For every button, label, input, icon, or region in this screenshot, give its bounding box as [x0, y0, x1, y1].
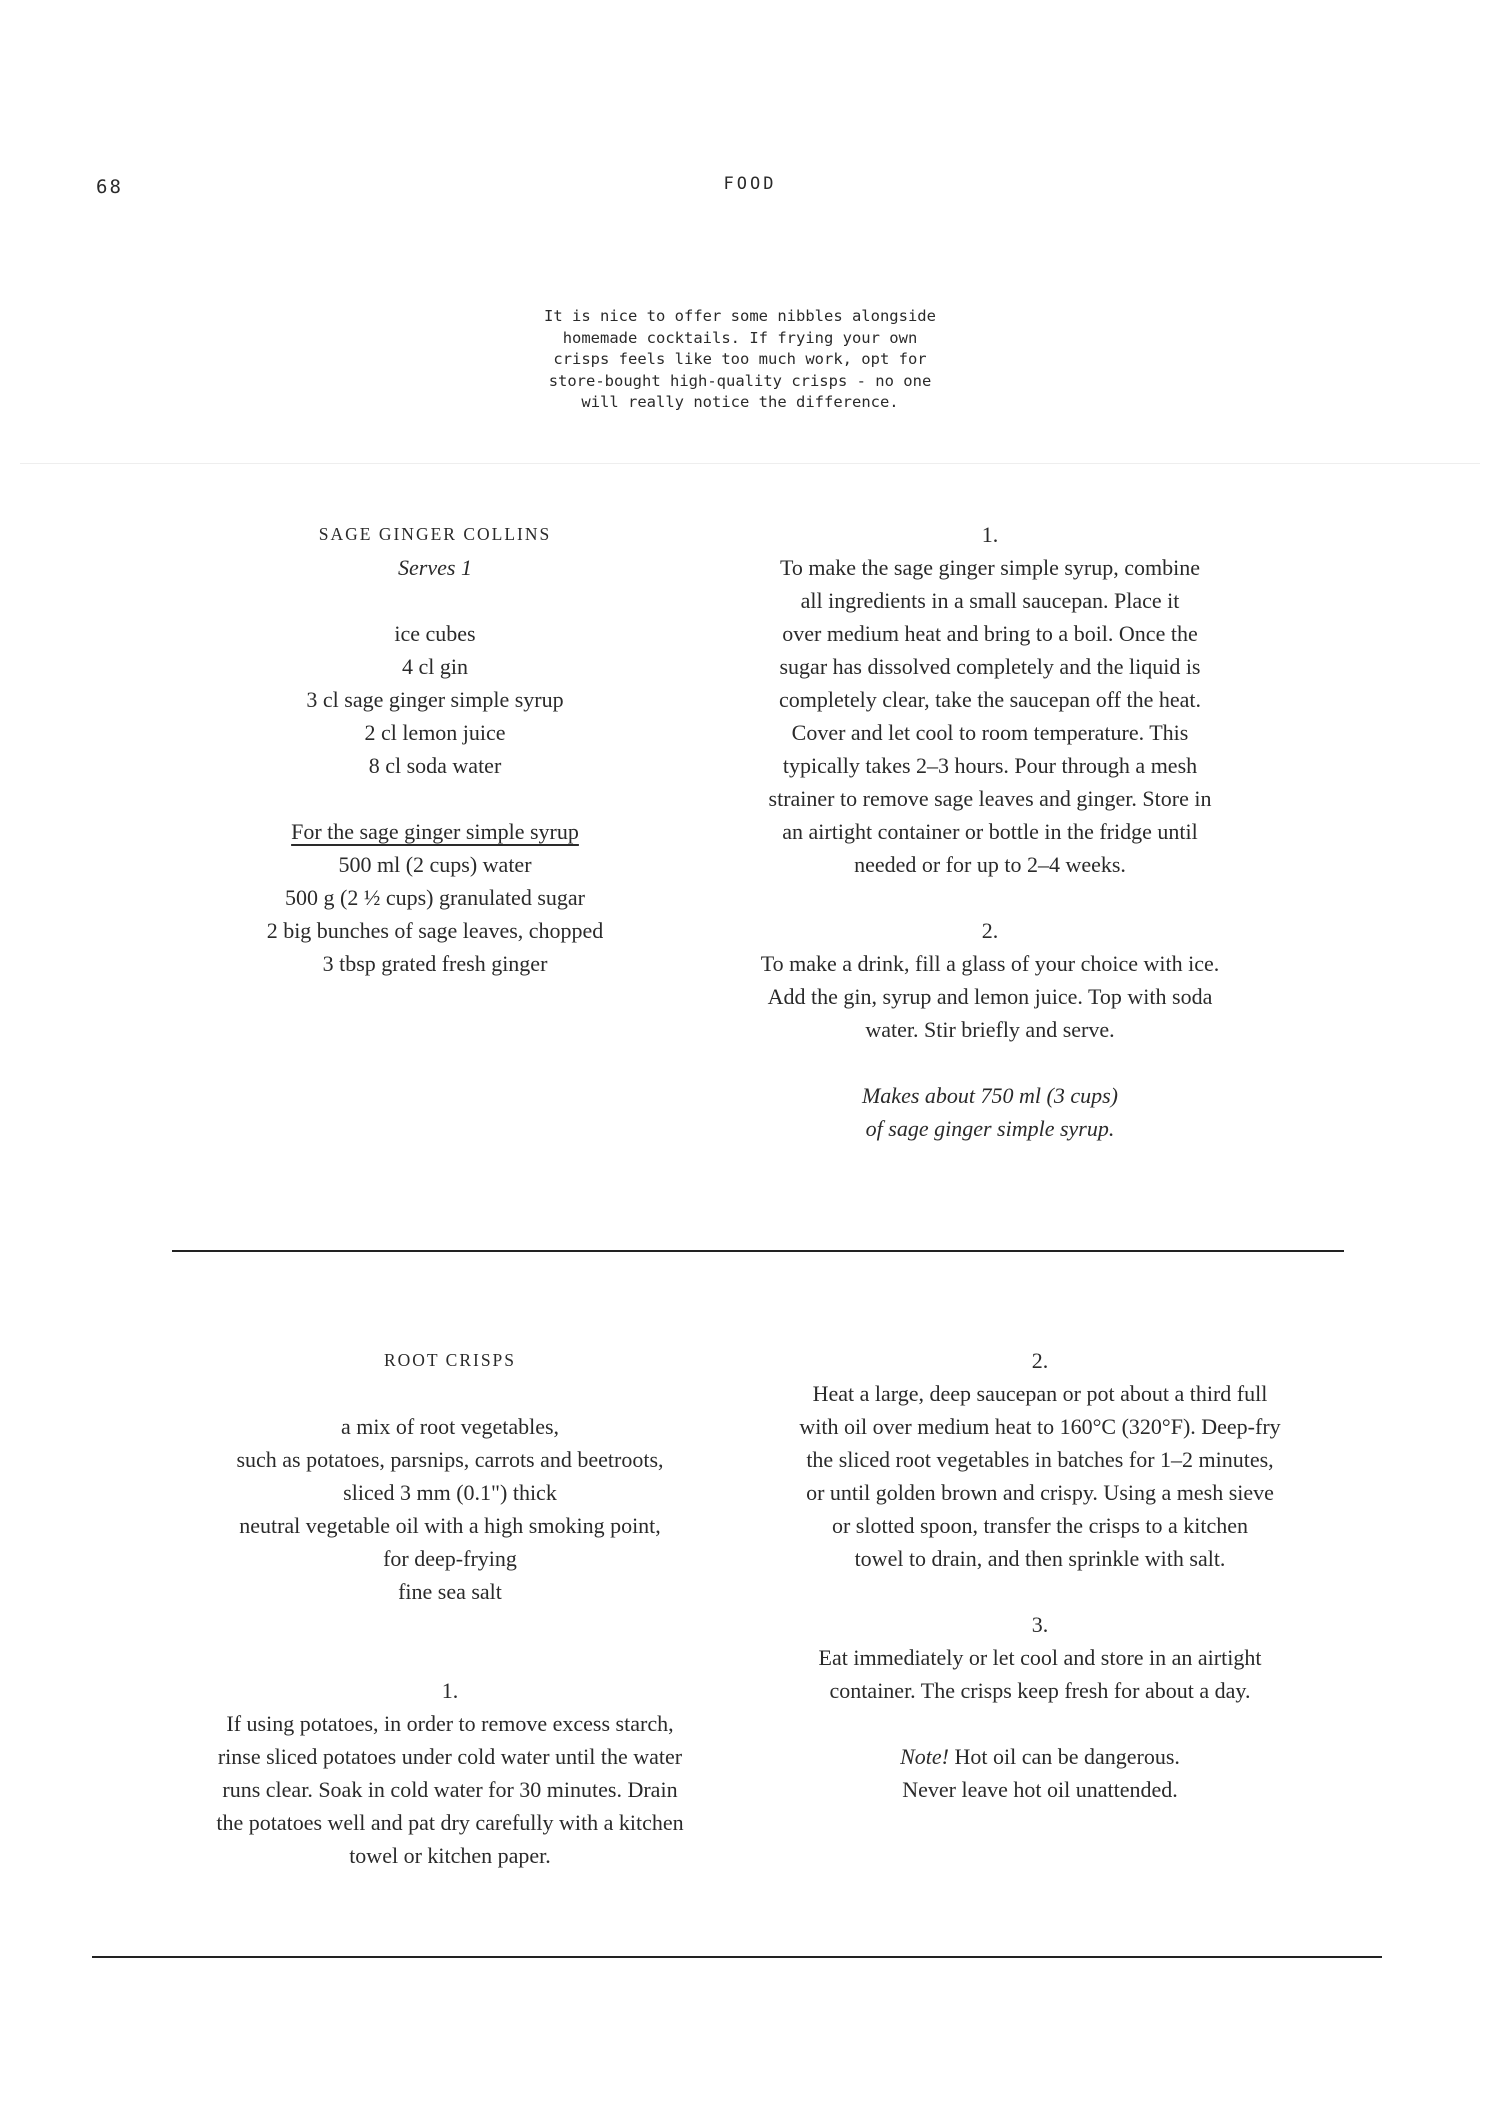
step-line: with oil over medium heat to 160°C (320°F). Deep-fry [799, 1414, 1281, 1439]
syrup-ingredient-item: 500 ml (2 cups) water [338, 852, 532, 877]
step-number: 3. [1031, 1612, 1049, 1637]
step-line: If using potatoes, in order to remove excess starch, [226, 1711, 674, 1736]
step-number: 2. [1031, 1348, 1049, 1373]
page-number: 68 [96, 176, 123, 198]
ingredient-item: for deep-frying [383, 1546, 517, 1571]
step-line: sugar has dissolved completely and the liquid is [779, 654, 1201, 679]
ingredient-item: 3 cl sage ginger simple syrup [306, 687, 564, 712]
ingredient-item: a mix of root vegetables, [340, 1414, 560, 1439]
ingredient-item: 2 cl lemon juice [364, 720, 506, 745]
syrup-ingredient-item: 2 big bunches of sage leaves, chopped [266, 918, 604, 943]
ingredient-item: ice cubes [394, 621, 476, 646]
ingredient-item: neutral vegetable oil with a high smoking point, [239, 1513, 661, 1538]
step-line: over medium heat and bring to a boil. Once the [782, 621, 1198, 646]
running-head: FOOD [723, 174, 777, 194]
syrup-ingredient-item: 3 tbsp grated fresh ginger [322, 951, 548, 976]
step-line: needed or for up to 2–4 weeks. [854, 852, 1126, 877]
step-number: 2. [981, 918, 999, 943]
step-line: towel or kitchen paper. [349, 1843, 551, 1868]
ingredient-item: sliced 3 mm (0.1") thick [343, 1480, 557, 1505]
step-line: typically takes 2–3 hours. Pour through a mesh [782, 753, 1198, 778]
bottom-divider [92, 1956, 1382, 1958]
ingredient-item: 8 cl soda water [368, 753, 502, 778]
step-line: the sliced root vegetables in batches for 1–2 minutes, [806, 1447, 1274, 1472]
step-line: towel to drain, and then sprinkle with salt. [854, 1546, 1226, 1571]
syrup-heading: For the sage ginger simple syrup [291, 819, 579, 844]
faint-divider [20, 463, 1480, 464]
recipe2-title: ROOT CRISPS [383, 1350, 517, 1370]
recipe1-method-column [700, 518, 1280, 1145]
recipe2-left-column [160, 1344, 740, 1872]
recipe2-right-column [730, 1344, 1350, 1806]
step-line: To make a drink, fill a glass of your choice with ice. [760, 951, 1220, 976]
step-line: container. The crisps keep fresh for about a day. [829, 1678, 1251, 1703]
step-number: 1. [981, 522, 999, 547]
recipe1-serves: Serves 1 [398, 555, 472, 580]
note-label: Note! [900, 1744, 949, 1769]
ingredient-item: fine sea salt [398, 1579, 502, 1604]
step-line: Eat immediately or let cool and store in an airtight [818, 1645, 1262, 1670]
step-line: strainer to remove sage leaves and ginger. Store in [768, 786, 1212, 811]
ingredient-item: such as potatoes, parsnips, carrots and beetroots, [236, 1447, 664, 1472]
step-line: all ingredients in a small saucepan. Place it [800, 588, 1180, 613]
step-line: runs clear. Soak in cold water for 30 minutes. Drain [222, 1777, 678, 1802]
step-line: the potatoes well and pat dry carefully with a kitchen [216, 1810, 684, 1835]
note-text: Hot oil can be dangerous. [948, 1744, 1180, 1769]
yield-note: Makes about 750 ml (3 cups) [861, 1083, 1118, 1108]
recipe1-ingredients-column [200, 518, 670, 980]
recipe1-title: SAGE GINGER COLLINS [318, 524, 552, 544]
step-number: 1. [441, 1678, 459, 1703]
step-line: To make the sage ginger simple syrup, combine [779, 555, 1201, 580]
step-line: or until golden brown and crispy. Using a mesh sieve [806, 1480, 1274, 1505]
step-line: Heat a large, deep saucepan or pot about a third full [812, 1381, 1268, 1406]
step-line: rinse sliced potatoes under cold water until the water [217, 1744, 683, 1769]
safety-note [730, 1740, 1350, 1773]
ingredient-item: 4 cl gin [402, 654, 468, 679]
safety-note-line: Never leave hot oil unattended. [902, 1777, 1178, 1802]
step-line: an airtight container or bottle in the fridge until [782, 819, 1198, 844]
step-line: completely clear, take the saucepan off the heat. [778, 687, 1201, 712]
step-line: Add the gin, syrup and lemon juice. Top with soda [767, 984, 1213, 1009]
step-line: water. Stir briefly and serve. [865, 1017, 1115, 1042]
syrup-ingredient-item: 500 g (2 ½ cups) granulated sugar [285, 885, 585, 910]
section-divider [172, 1250, 1344, 1252]
yield-note: of sage ginger simple syrup. [865, 1116, 1115, 1141]
intro-text: It is nice to offer some nibbles alongside homemade cocktails. If frying your own crisps feels like too much work, opt for store-bought high-quality crisps - no one will really notice the difference. [544, 307, 936, 411]
step-line: or slotted spoon, transfer the crisps to a kitchen [831, 1513, 1249, 1538]
step-line: Cover and let cool to room temperature. This [791, 720, 1189, 745]
